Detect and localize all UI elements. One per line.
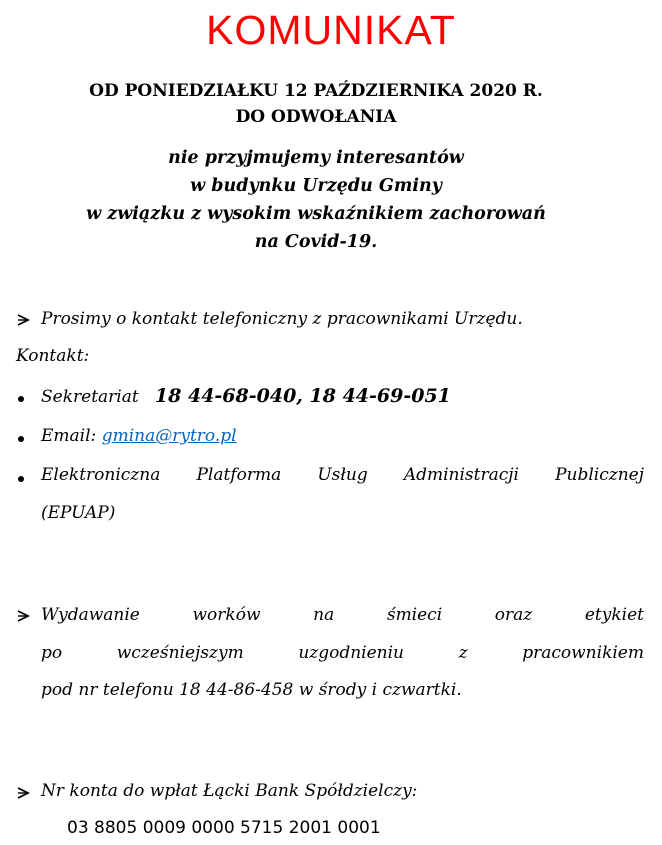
contact-intro: Prosimy o kontakt telefoniczny z pracownikami Urzędu. <box>41 309 523 329</box>
bullet-icon <box>18 436 24 442</box>
notice-line-3: w związku z wysokim wskaźnikiem zachorowań <box>86 204 546 224</box>
arrow-bullet-icon <box>16 609 30 623</box>
email-link[interactable]: gmina@rytro.pl <box>101 426 237 446</box>
notice-line-4: na Covid-19. <box>254 232 378 252</box>
notice-line-1: nie przyjmujemy interesantów <box>168 148 464 168</box>
bullet-icon <box>18 396 24 402</box>
contact-label: Kontakt: <box>16 346 90 366</box>
arrow-bullet-icon <box>16 313 30 327</box>
email-item <box>41 426 237 446</box>
page-title: KOMUNIKAT <box>206 7 456 53</box>
date-heading: OD PONIEDZIAŁKU 12 PAŹDZIERNIKA 2020 R. <box>89 81 543 101</box>
secretariat-phones: 18 44-68-040, 18 44-69-051 <box>154 385 451 407</box>
bags-line-1: Wydawanie worków na śmieci oraz etykiet <box>41 605 644 625</box>
email-label: Email: <box>41 426 97 446</box>
until-revoked-heading: DO ODWOŁANIA <box>235 107 397 127</box>
bullet-icon <box>18 476 24 482</box>
notice-line-2: w budynku Urzędu Gminy <box>190 176 442 196</box>
arrow-bullet-icon <box>16 786 30 800</box>
secretariat-item <box>41 385 451 408</box>
secretariat-label: Sekretariat <box>41 387 139 407</box>
bank-account-number: 03 8805 0009 0000 5715 2001 0001 <box>67 818 381 838</box>
bags-line-2: po wcześniejszym uzgodnieniu z pracownikiem <box>41 643 644 663</box>
epuap-line-2: (EPUAP) <box>41 503 116 523</box>
bags-line-3: pod nr telefonu 18 44-86-458 w środy i czwartki. <box>41 680 462 700</box>
bank-label: Nr konta do wpłat Łącki Bank Spółdzielczy: <box>41 781 418 801</box>
epuap-line-1: Elektroniczna Platforma Usług Administracji Publicznej <box>41 465 644 485</box>
